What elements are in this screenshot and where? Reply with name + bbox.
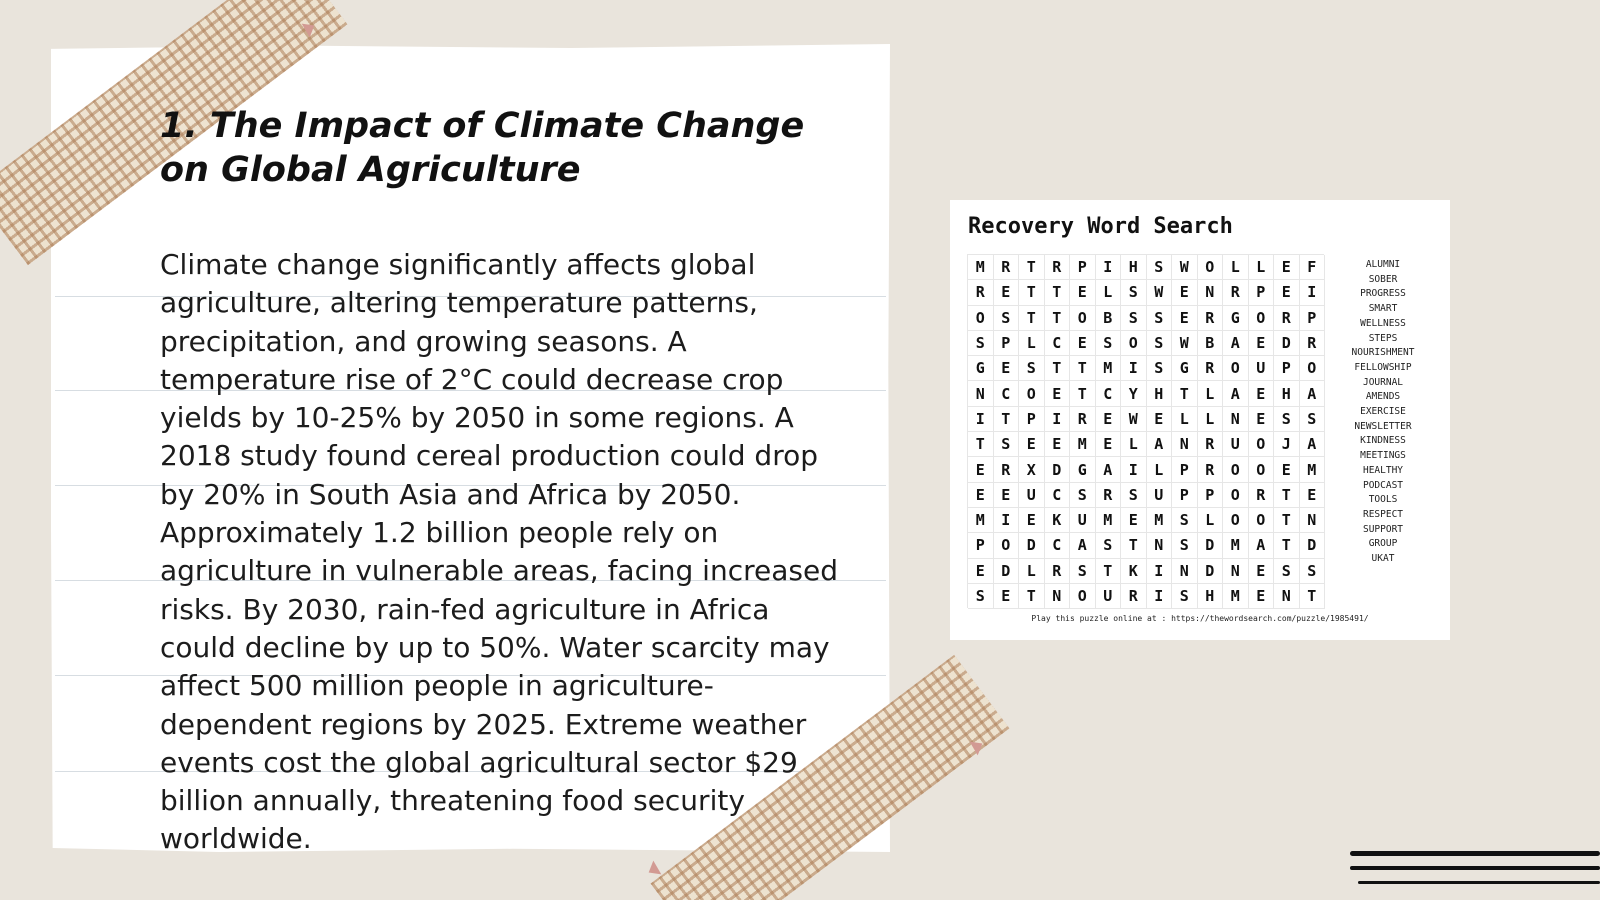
word-search-cell: M <box>968 255 994 280</box>
word-search-cell: A <box>1147 432 1173 457</box>
word-search-cell: E <box>1249 381 1275 406</box>
slide-title: 1. The Impact of Climate Change on Global Agriculture <box>160 106 805 190</box>
word-search-cell: E <box>1274 280 1300 305</box>
word-search-cell: P <box>968 533 994 558</box>
word-search-cell: T <box>968 432 994 457</box>
word-search-word: AMENDS <box>1365 391 1401 403</box>
word-search-cell: B <box>1198 331 1224 356</box>
word-search-cell: M <box>1070 432 1096 457</box>
word-search-cell: M <box>1223 533 1249 558</box>
word-search-cell: L <box>1096 280 1122 305</box>
word-search-cell: G <box>968 356 994 381</box>
word-search-cell: S <box>1121 306 1147 331</box>
word-search-cell: T <box>1070 356 1096 381</box>
word-search-cell: O <box>1019 381 1045 406</box>
word-search-cell: E <box>1249 559 1275 584</box>
word-search-cell: D <box>1198 533 1224 558</box>
word-search-cell: S <box>1096 331 1122 356</box>
word-search-cell: T <box>1019 255 1045 280</box>
word-search-cell: I <box>1147 559 1173 584</box>
word-search-cell: Y <box>1121 381 1147 406</box>
word-search-cell: W <box>1172 255 1198 280</box>
word-search-cell: P <box>1019 407 1045 432</box>
word-search-cell: R <box>968 280 994 305</box>
word-search-cell: L <box>1198 508 1224 533</box>
word-search-cell: U <box>1223 432 1249 457</box>
word-search-cell: O <box>1223 356 1249 381</box>
word-search-cell: S <box>1172 584 1198 609</box>
word-search-cell: R <box>1300 331 1326 356</box>
word-search-cell: E <box>968 457 994 482</box>
word-search-cell: S <box>1147 255 1173 280</box>
word-search-cell: U <box>1019 483 1045 508</box>
word-search-cell: L <box>1249 255 1275 280</box>
word-search-cell: T <box>1172 381 1198 406</box>
word-search-cell: U <box>1096 584 1122 609</box>
word-search-cell: O <box>1223 508 1249 533</box>
word-search-word: TOOLS <box>1368 494 1398 506</box>
word-search-cell: W <box>1121 407 1147 432</box>
word-search-cell: R <box>1223 280 1249 305</box>
word-search-cell: D <box>1300 533 1326 558</box>
word-search-cell: R <box>1070 407 1096 432</box>
word-search-cell: E <box>1300 483 1326 508</box>
word-search-cell: L <box>1121 432 1147 457</box>
word-search-cell: I <box>1121 356 1147 381</box>
word-search-cell: O <box>1121 331 1147 356</box>
word-search-cell: C <box>1045 483 1071 508</box>
word-search-cell: D <box>994 559 1020 584</box>
word-search-cell: S <box>994 306 1020 331</box>
word-search-cell: E <box>1249 407 1275 432</box>
word-search-word: RESPECT <box>1362 508 1404 520</box>
word-search-cell: O <box>1249 306 1275 331</box>
word-search-cell: M <box>1300 457 1326 482</box>
word-search-word: WELLNESS <box>1360 317 1406 329</box>
word-search-word: KINDNESS <box>1360 435 1406 447</box>
word-search-cell: P <box>1070 255 1096 280</box>
word-search-cell: T <box>1045 280 1071 305</box>
word-search-word: GROUP <box>1368 538 1398 550</box>
word-search-cell: S <box>1121 483 1147 508</box>
word-search-cell: O <box>1223 483 1249 508</box>
word-search-cell: U <box>1070 508 1096 533</box>
word-search-word: EXERCISE <box>1360 406 1406 418</box>
word-search-cell: L <box>1019 331 1045 356</box>
word-search-cell: E <box>994 280 1020 305</box>
word-search-cell: O <box>1300 356 1326 381</box>
word-search-cell: E <box>1096 407 1122 432</box>
word-search-cell: S <box>1070 559 1096 584</box>
word-search-cell: F <box>1300 255 1326 280</box>
word-search-cell: D <box>1274 331 1300 356</box>
word-search-cell: J <box>1274 432 1300 457</box>
word-search-cell: S <box>968 584 994 609</box>
word-search-cell: U <box>1147 483 1173 508</box>
word-search-cell: L <box>1147 457 1173 482</box>
word-search-cell: A <box>1096 457 1122 482</box>
word-search-cell: O <box>1070 584 1096 609</box>
word-search-cell: E <box>1249 584 1275 609</box>
word-search-cell: I <box>1121 457 1147 482</box>
word-search-cell: O <box>968 306 994 331</box>
word-search-cell: T <box>994 407 1020 432</box>
word-search-word: NEWSLETTER <box>1354 420 1412 432</box>
word-search-cell: N <box>1300 508 1326 533</box>
word-search-cell: E <box>1070 280 1096 305</box>
word-search-cell: W <box>1147 280 1173 305</box>
word-search-cell: E <box>1172 306 1198 331</box>
word-search-cell: S <box>1147 306 1173 331</box>
word-search-cell: N <box>1198 280 1224 305</box>
word-search-cell: U <box>1249 356 1275 381</box>
brush-stroke <box>1350 866 1600 870</box>
word-search-cell: I <box>1300 280 1326 305</box>
word-search-word: ALUMNI <box>1365 259 1401 270</box>
word-search-cell: I <box>994 508 1020 533</box>
word-search-cell: S <box>1172 533 1198 558</box>
word-search-cell: T <box>1019 584 1045 609</box>
word-search-cell: S <box>1274 559 1300 584</box>
word-search-cell: E <box>1045 381 1071 406</box>
word-search-cell: E <box>1172 280 1198 305</box>
word-search-cell: E <box>994 584 1020 609</box>
word-search-cell: T <box>1045 306 1071 331</box>
word-search-word: SOBER <box>1368 273 1398 285</box>
word-search-cell: P <box>1172 483 1198 508</box>
word-search-word: PROGRESS <box>1360 288 1406 300</box>
word-search-cell: T <box>1300 584 1326 609</box>
word-search-cell: S <box>1274 407 1300 432</box>
word-search-cell: P <box>1249 280 1275 305</box>
word-search-cell: I <box>1096 255 1122 280</box>
word-search-cell: P <box>1198 483 1224 508</box>
word-search-cell: S <box>1147 331 1173 356</box>
word-search-cell: C <box>1045 331 1071 356</box>
word-search-cell: P <box>1300 306 1326 331</box>
word-search-cell: R <box>1121 584 1147 609</box>
word-search-cell: O <box>1070 306 1096 331</box>
word-search-cell: R <box>1045 255 1071 280</box>
word-search-word: SUPPORT <box>1362 523 1404 535</box>
word-search-cell: I <box>1147 584 1173 609</box>
word-search-word: FELLOWSHIP <box>1354 361 1412 373</box>
word-search-cell: T <box>1096 559 1122 584</box>
word-search-cell: S <box>1147 356 1173 381</box>
word-search-cell: S <box>968 331 994 356</box>
word-search-cell: E <box>1274 457 1300 482</box>
word-search-cell: H <box>1198 584 1224 609</box>
word-search-cell: H <box>1121 255 1147 280</box>
word-search-cell: D <box>1045 457 1071 482</box>
word-search-cell: A <box>1070 533 1096 558</box>
word-search-cell: A <box>1249 533 1275 558</box>
word-search-cell: A <box>1223 381 1249 406</box>
word-search-cell: S <box>1096 533 1122 558</box>
word-search-cell: R <box>1096 483 1122 508</box>
word-search-cell: T <box>1070 381 1096 406</box>
word-search-cell: N <box>1172 432 1198 457</box>
word-search-cell: G <box>1172 356 1198 381</box>
word-search-cell: L <box>1223 255 1249 280</box>
word-search-cell: H <box>1274 381 1300 406</box>
word-search-cell: R <box>1249 483 1275 508</box>
word-search-cell: C <box>994 381 1020 406</box>
word-search-cell: W <box>1172 331 1198 356</box>
word-search-cell: N <box>1172 559 1198 584</box>
word-search-cell: N <box>1274 584 1300 609</box>
word-search-cell: T <box>1045 356 1071 381</box>
word-search-word: MEETINGS <box>1360 450 1406 462</box>
word-search-cell: L <box>1172 407 1198 432</box>
word-search-cell: G <box>1070 457 1096 482</box>
word-search-cell: T <box>1274 533 1300 558</box>
word-search-cell: B <box>1096 306 1122 331</box>
word-search-cell: R <box>1198 432 1224 457</box>
word-search-cell: S <box>1172 508 1198 533</box>
word-search-cell: T <box>1019 280 1045 305</box>
word-search-cell: E <box>1019 508 1045 533</box>
word-search-cell: K <box>1121 559 1147 584</box>
word-search-word: PODCAST <box>1362 479 1404 491</box>
word-search-cell: O <box>1249 432 1275 457</box>
word-search-cell: R <box>1045 559 1071 584</box>
word-search-cell: R <box>994 255 1020 280</box>
word-search-cell: A <box>1300 381 1326 406</box>
word-search-cell: E <box>1096 432 1122 457</box>
word-search-cell: S <box>1300 559 1326 584</box>
word-search-cell: E <box>1121 508 1147 533</box>
word-search-cell: E <box>1070 331 1096 356</box>
word-search-word: SMART <box>1368 303 1398 315</box>
word-search-cell: G <box>1223 306 1249 331</box>
word-search-cell: T <box>1121 533 1147 558</box>
word-search-cell: O <box>1198 255 1224 280</box>
brush-stroke <box>1350 851 1600 856</box>
word-search-card <box>950 200 1450 640</box>
word-search-cell: O <box>994 533 1020 558</box>
word-search-cell: N <box>1147 533 1173 558</box>
word-search-cell: O <box>1249 457 1275 482</box>
word-search-cell: M <box>1223 584 1249 609</box>
word-search-cell: M <box>1096 356 1122 381</box>
word-search-word: HEALTHY <box>1362 464 1404 476</box>
word-search-cell: R <box>1198 356 1224 381</box>
word-search-word: NOURISHMENT <box>1351 347 1415 359</box>
word-search-cell: E <box>1249 331 1275 356</box>
word-search-cell: D <box>1019 533 1045 558</box>
word-search-cell: K <box>1045 508 1071 533</box>
word-search-cell: O <box>1249 508 1275 533</box>
word-search-cell: E <box>1019 432 1045 457</box>
word-search-cell: E <box>1274 255 1300 280</box>
word-search-cell: E <box>968 559 994 584</box>
word-search-cell: P <box>1172 457 1198 482</box>
word-search-cell: X <box>1019 457 1045 482</box>
word-search-cell: P <box>1274 356 1300 381</box>
word-search-cell: R <box>1274 306 1300 331</box>
word-search-cell: R <box>1198 306 1224 331</box>
word-search-grid <box>967 254 1324 608</box>
word-search-cell: N <box>1223 407 1249 432</box>
word-search-title: Recovery Word Search <box>968 214 1233 239</box>
word-search-cell: O <box>1223 457 1249 482</box>
word-search-cell: R <box>994 457 1020 482</box>
word-search-cell: P <box>994 331 1020 356</box>
word-search-cell: E <box>994 483 1020 508</box>
word-search-footer: Play this puzzle online at : https://thewordsearch.com/puzzle/1985491/ <box>1031 614 1369 623</box>
word-search-cell: L <box>1198 381 1224 406</box>
word-search-cell: S <box>994 432 1020 457</box>
word-search-cell: E <box>1147 407 1173 432</box>
word-search-cell: S <box>1019 356 1045 381</box>
word-search-cell: T <box>1274 508 1300 533</box>
word-search-word: UKAT <box>1371 553 1395 565</box>
word-search-cell: L <box>1019 559 1045 584</box>
brush-stroke <box>1358 881 1600 884</box>
word-search-cell: S <box>1070 483 1096 508</box>
word-search-cell: A <box>1223 331 1249 356</box>
word-search-cell: M <box>968 508 994 533</box>
word-search-word: JOURNAL <box>1362 376 1404 388</box>
word-search-cell: L <box>1198 407 1224 432</box>
word-search-cell: E <box>994 356 1020 381</box>
word-search-cell: M <box>1147 508 1173 533</box>
word-search-cell: T <box>1274 483 1300 508</box>
word-search-word: STEPS <box>1368 332 1398 344</box>
word-search-cell: N <box>1045 584 1071 609</box>
word-search-word-list <box>1328 258 1438 567</box>
word-search-cell: S <box>1300 407 1326 432</box>
word-search-cell: H <box>1147 381 1173 406</box>
word-search-cell: I <box>968 407 994 432</box>
word-search-cell: T <box>1019 306 1045 331</box>
word-search-cell: I <box>1045 407 1071 432</box>
word-search-cell: E <box>968 483 994 508</box>
word-search-cell: R <box>1198 457 1224 482</box>
word-search-cell: A <box>1300 432 1326 457</box>
word-search-cell: C <box>1045 533 1071 558</box>
slide-body-text: Climate change significantly affects global agriculture, altering temperature patterns, precipitation, and growing seasons. A temperature rise of 2°C could decrease crop yields by 10-25% by 2050 in some regions. A 2018 study found cereal production could drop by 20% in South Asia and Africa by 2050. Approximately 1.2 billion people rely on agriculture in vulnerable areas, facing increased risks. By 2030, rain-fed agriculture in Africa could decline by up to 50%. Water scarcity may affect 500 million people in agriculture-dependent regions by 2025. Extreme weather events cost the global agricultural sector $29 billion annually, threatening food security worldwide. <box>160 248 838 856</box>
word-search-cell: S <box>1121 280 1147 305</box>
word-search-cell: N <box>968 381 994 406</box>
word-search-cell: M <box>1096 508 1122 533</box>
word-search-cell: D <box>1198 559 1224 584</box>
word-search-cell: N <box>1223 559 1249 584</box>
word-search-cell: E <box>1045 432 1071 457</box>
word-search-cell: C <box>1096 381 1122 406</box>
